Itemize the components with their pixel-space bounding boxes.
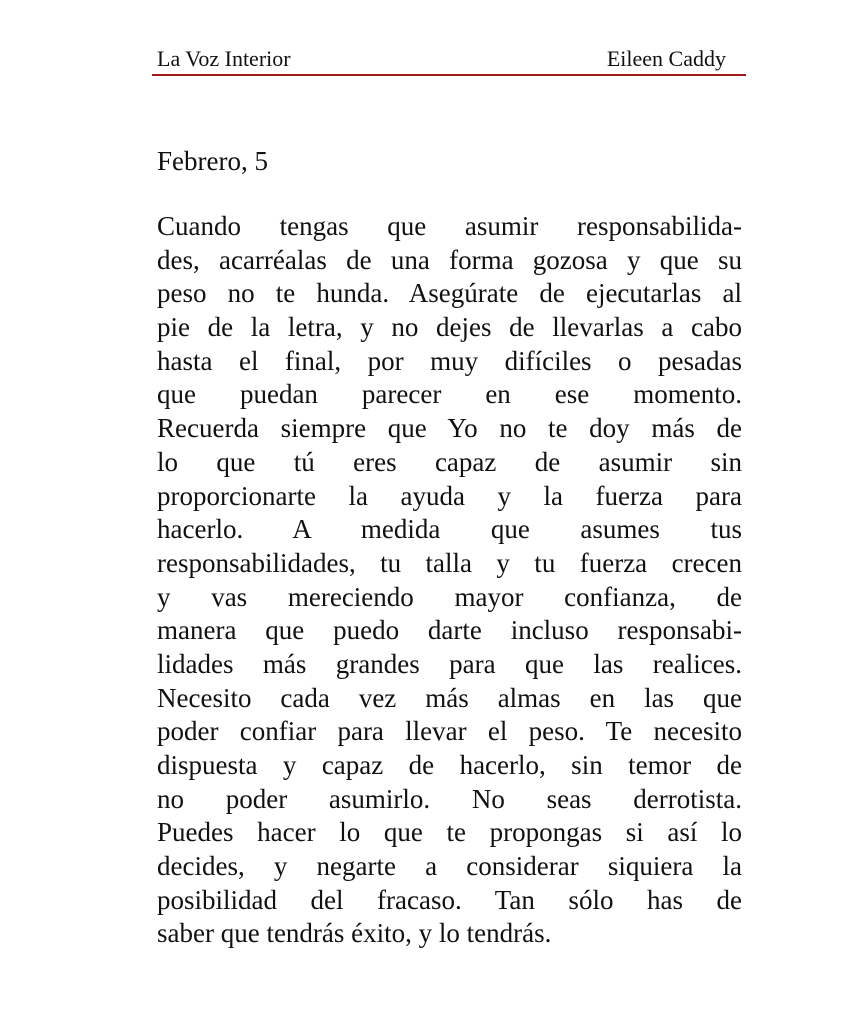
- entry-date: Febrero, 5: [157, 146, 268, 176]
- entry-body: [157, 210, 742, 951]
- text-line: poder confiar para llevar el peso. Te necesito: [157, 716, 742, 747]
- text-line: Necesito cada vez más almas en las que: [157, 682, 742, 713]
- header-divider: [152, 74, 746, 76]
- text-line: hasta el final, por muy difíciles o pesadas: [157, 345, 742, 376]
- text-line: posibilidad del fracaso. Tan sólo has de: [157, 884, 742, 915]
- text-line: lidades más grandes para que las realices.: [157, 648, 742, 679]
- text-line: y vas mereciendo mayor confianza, de: [157, 581, 742, 612]
- text-line: que puedan parecer en ese momento.: [157, 379, 742, 410]
- text-line: Cuando tengas que asumir responsabilida-: [157, 211, 742, 241]
- text-line: saber que tendrás éxito, y lo tendrás.: [157, 918, 552, 949]
- text-line: peso no te hunda. Asegúrate de ejecutarlas al: [157, 278, 742, 309]
- text-line: no poder asumirlo. No seas derrotista.: [157, 783, 742, 814]
- text-line: pie de la letra, y no dejes de llevarlas a cabo: [157, 312, 742, 343]
- text-line: decides, y negarte a considerar siquiera la: [157, 851, 742, 882]
- text-line: proporcionarte la ayuda y la fuerza para: [157, 480, 742, 511]
- text-line: Recuerda siempre que Yo no te doy más de: [157, 413, 742, 444]
- header-book-title: La Voz Interior: [157, 46, 291, 71]
- text-line: manera que puedo darte incluso responsabi-: [157, 615, 742, 646]
- text-line: responsabilidades, tu talla y tu fuerza crecen: [157, 547, 742, 578]
- header-author: Eileen Caddy: [606, 46, 726, 71]
- text-line: Puedes hacer lo que te propongas si así lo: [157, 817, 742, 848]
- text-line: lo que tú eres capaz de asumir sin: [157, 446, 742, 477]
- text-line: hacerlo. A medida que asumes tus: [157, 514, 742, 545]
- text-line: dispuesta y capaz de hacerlo, sin temor de: [157, 750, 742, 780]
- text-line: des, acarréalas de una forma gozosa y que su: [157, 244, 742, 275]
